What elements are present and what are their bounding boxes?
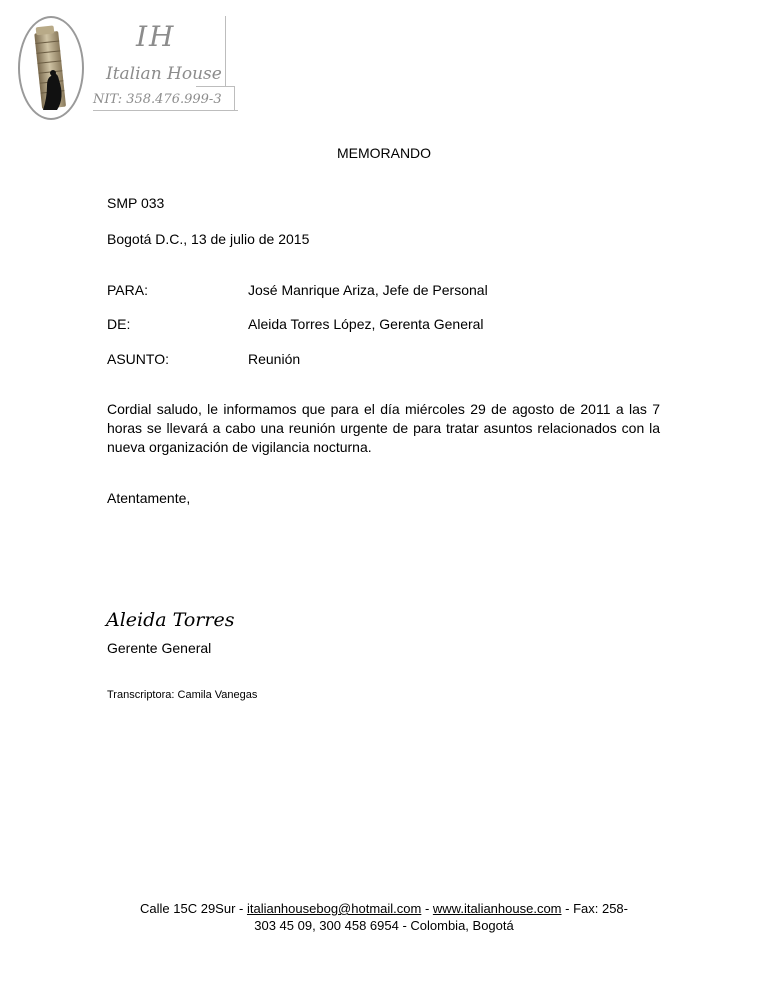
footer <box>90 900 678 934</box>
asunto-value: Reunión <box>248 351 301 367</box>
de-label: DE: <box>107 316 131 332</box>
logo-divider <box>225 16 226 86</box>
footer-line-1 <box>90 900 678 917</box>
logo-divider <box>234 86 235 111</box>
memo-title: MEMORANDO <box>336 145 432 161</box>
signature: Aleida Torres <box>106 609 235 631</box>
footer-email-link[interactable]: italianhousebog@hotmail.com <box>246 901 422 916</box>
asunto-label: ASUNTO: <box>107 351 169 367</box>
logo-monogram: IH <box>136 20 176 53</box>
para-value: José Manrique Ariza, Jefe de Personal <box>248 282 488 298</box>
logo-divider <box>196 86 235 87</box>
footer-separator: - <box>421 901 433 916</box>
memo-reference: SMP 033 <box>107 195 165 211</box>
logo-nit: NIT: 358.476.999-3 <box>93 92 222 107</box>
transcriptor: Transcriptora: Camila Vanegas <box>107 689 258 701</box>
signer-title: Gerente General <box>107 640 212 656</box>
footer-address: Calle 15C 29Sur - <box>140 901 247 916</box>
leaning-tower-icon <box>20 18 82 118</box>
footer-line-2: 303 45 09, 300 458 6954 - Colombia, Bogotá <box>254 918 514 933</box>
para-label: PARA: <box>107 282 148 298</box>
closing: Atentamente, <box>107 490 191 506</box>
logo-divider <box>93 110 238 111</box>
memo-body: Cordial saludo, le informamos que para el día miércoles 29 de agosto de 2011 a las 7 horas se llevará a cabo una reunión urgente de para tratar asuntos relacionados con la nueva organización de vigilancia nocturna. <box>107 401 660 455</box>
footer-website-link[interactable]: www.italianhouse.com <box>432 901 562 916</box>
de-value: Aleida Torres López, Gerenta General <box>248 316 484 332</box>
company-logo <box>18 12 243 124</box>
logo-brand-name: Italian House <box>106 64 222 84</box>
tower-emblem <box>18 16 84 120</box>
footer-fax: - Fax: 258- <box>561 901 628 916</box>
memo-date: Bogotá D.C., 13 de julio de 2015 <box>107 231 310 247</box>
